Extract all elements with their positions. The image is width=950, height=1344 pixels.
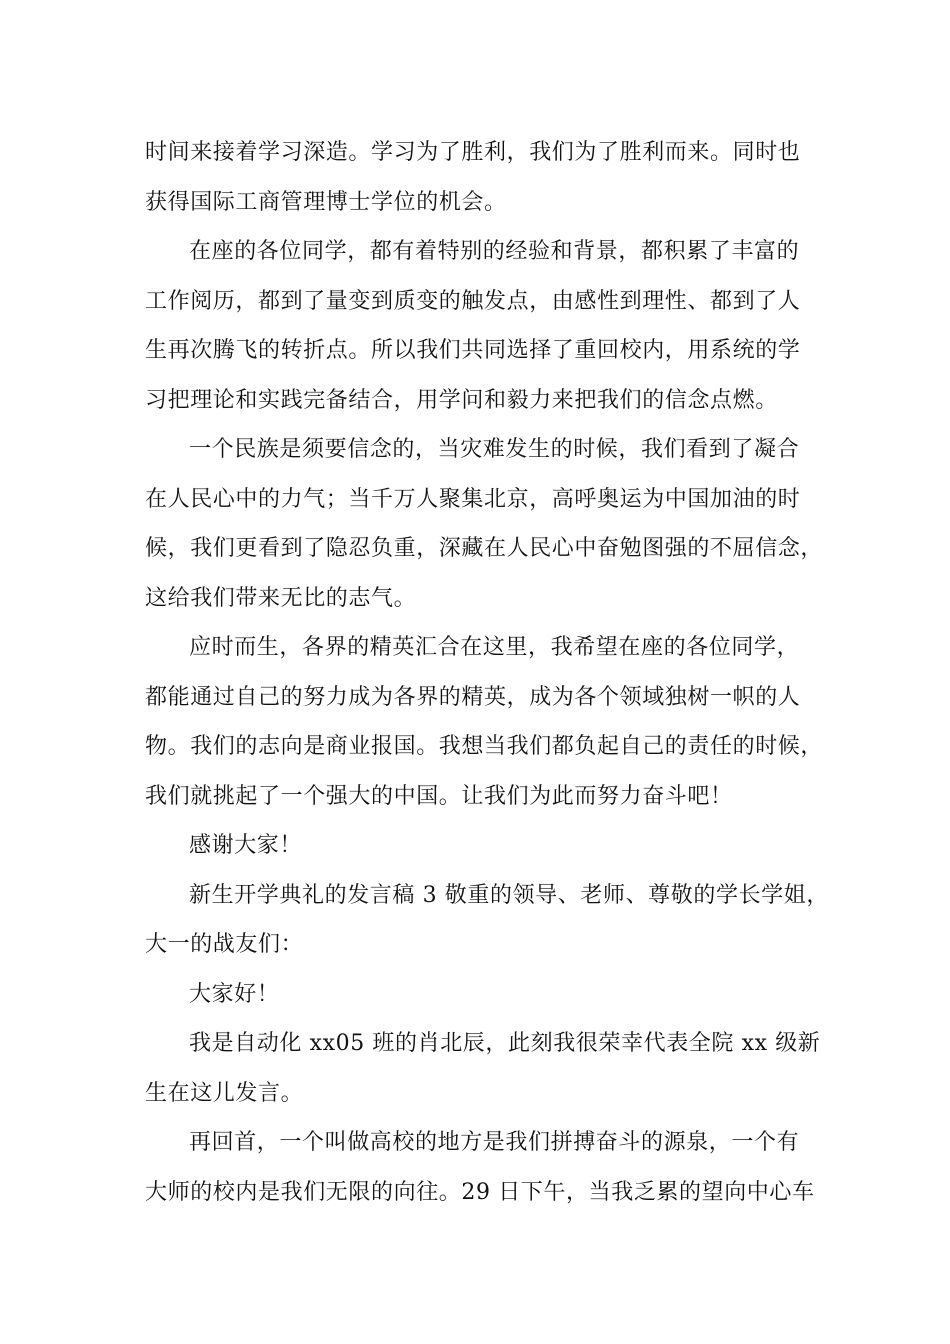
text-line: 应时而生，各界的精英汇合在这里，我希望在座的各位同学， xyxy=(189,635,800,660)
text-line: 我们就挑起了一个强大的中国。让我们为此而努力奋斗吧！ xyxy=(145,783,733,809)
text-line: 在座的各位同学，都有着特别的经验和背景，都积累了丰富的 xyxy=(189,239,800,264)
text-line: 再回首，一个叫做高校的地方是我们拼搏奋斗的源泉，一个有 xyxy=(189,1130,800,1155)
paragraph xyxy=(145,1118,825,1217)
text-line: 生再次腾飞的转折点。所以我们共同选择了重回校内，用系统的学 xyxy=(145,338,801,363)
text-line: 习把理论和实践完备结合，用学问和毅力来把我们的信念点燃。 xyxy=(145,387,778,413)
text-line: 大家好！ xyxy=(189,981,280,1007)
text-line: 候，我们更看到了隐忍负重，深藏在人民心中奋勉图强的不屈信念， xyxy=(145,536,824,561)
text-line: 我是自动化 xx05 班的肖北辰，此刻我很荣幸代表全院 xx 级新 xyxy=(189,1031,821,1056)
paragraph xyxy=(145,871,829,970)
text-line: 物。我们的志向是商业报国。我想当我们都负起自己的责任的时候， xyxy=(145,734,824,759)
paragraph xyxy=(145,227,825,425)
text-line: 时间来接着学习深造。学习为了胜利，我们为了胜利而来。同时也 xyxy=(145,140,801,165)
text-line: 大一的战友们： xyxy=(145,932,304,957)
paragraph xyxy=(145,1019,825,1118)
text-line: 获得国际工商管理博士学位的机会。 xyxy=(145,189,507,215)
text-line: 工作阅历，都到了量变到质变的触发点，由感性到理性、都到了人 xyxy=(145,288,801,314)
text-line: 这给我们带来无比的志气。 xyxy=(145,585,417,611)
paragraph xyxy=(145,425,825,623)
text-line: 大师的校内是我们无限的向往。29 日下午，当我乏累的望向中心车 xyxy=(145,1179,815,1205)
text-line: 一个民族是须要信念的，当灾难发生的时候，我们看到了凝合 xyxy=(189,437,800,462)
text-line: 生在这儿发言。 xyxy=(145,1080,304,1106)
text-line: 都能通过自己的努力成为各界的精英，成为各个领域独树一帜的人 xyxy=(145,684,801,710)
text-line: 在人民心中的力气；当千万人聚集北京，高呼奥运为中国加油的时 xyxy=(145,486,801,512)
text-line: 感谢大家！ xyxy=(189,833,303,858)
text-line: 新生开学典礼的发言稿 3 敬重的领导、老师、尊敬的学长学姐， xyxy=(189,882,829,908)
paragraph xyxy=(145,821,825,871)
paragraph xyxy=(145,970,825,1020)
paragraph xyxy=(145,128,825,227)
document-body xyxy=(145,128,829,1217)
paragraph xyxy=(145,623,825,821)
